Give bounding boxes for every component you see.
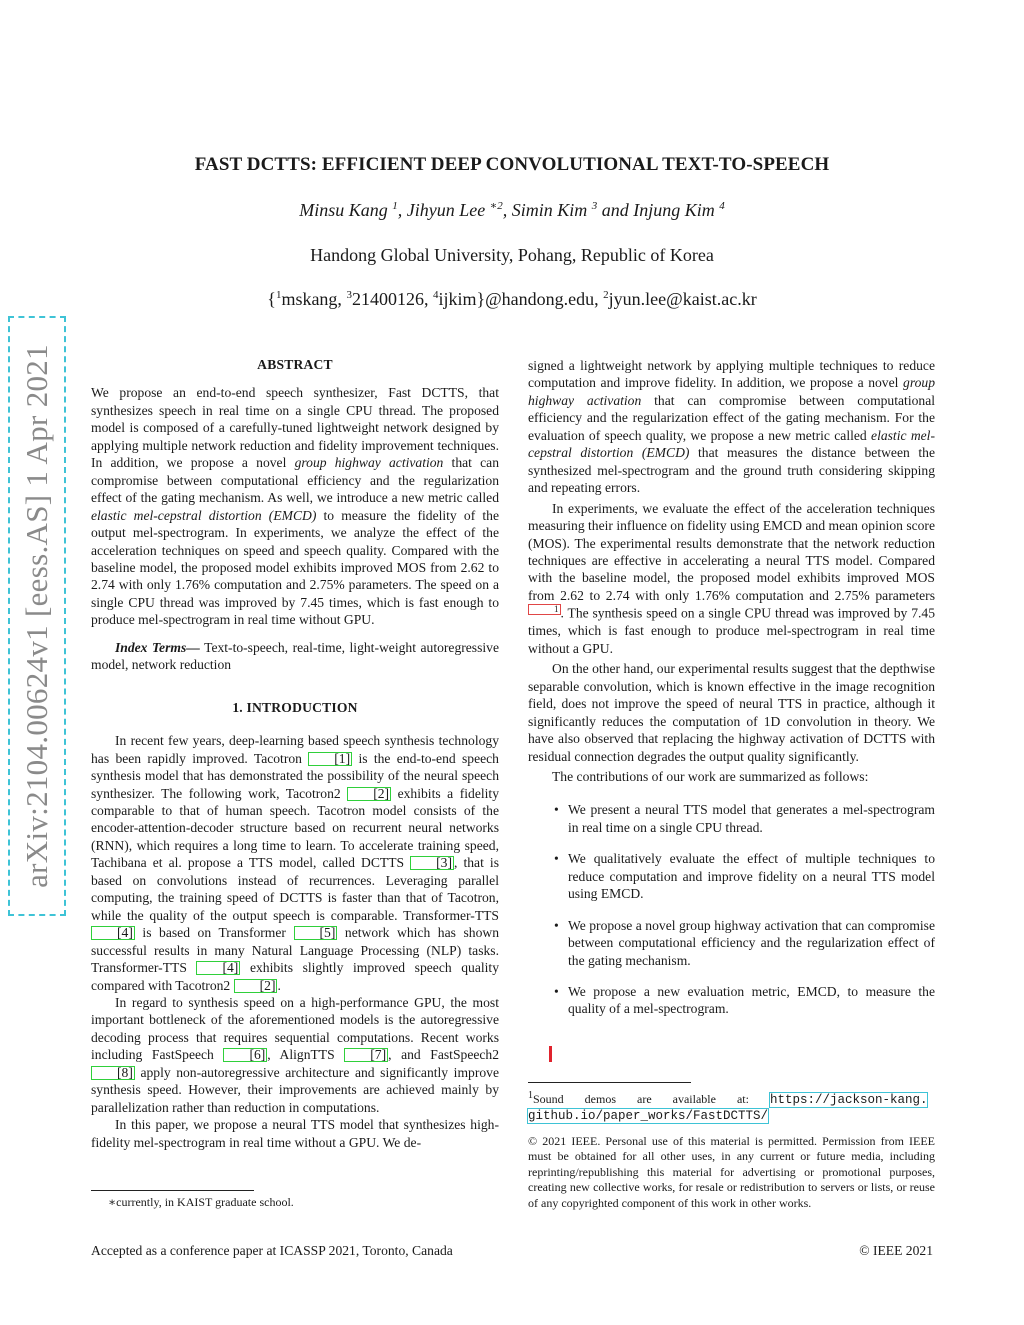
abstract-emphasis: group highway activation — [294, 455, 444, 471]
paper-title: FAST DCTTS: EFFICIENT DEEP CONVOLUTIONAL TEXT-TO-SPEECH — [194, 154, 830, 175]
text: is based on Transformer — [134, 925, 294, 941]
email-sup: 4 — [432, 289, 439, 301]
author-sup: 4 — [719, 200, 725, 212]
citation-link[interactable]: [6] — [223, 1048, 267, 1062]
list-item-text: We qualitatively evaluate the effect of multiple techniques to reduce computation and improve fidelity on a neural TTS model using EMCD. — [568, 851, 935, 902]
intro-heading: 1. INTRODUCTION — [232, 699, 358, 715]
text: In recent few years, deep-learning based speech synthesis technology has been rapidly improved. Tacotron — [91, 733, 499, 766]
intro-paragraph-2 — [91, 994, 499, 1116]
text: that can compromise between computational efficiency and the regularization effect of the gating mechanism. For the evaluation of speech quality, we propose a new metric called — [528, 392, 936, 443]
author-name: Injung Kim — [633, 200, 715, 220]
list-item-text: We propose a novel group highway activation that can compromise between computational efficiency and the regularization effect of the gating mechanism. — [568, 917, 935, 968]
bullet-icon: • — [554, 984, 559, 1000]
footnote-rule — [528, 1082, 691, 1083]
abstract-text — [91, 384, 499, 628]
citation-link[interactable]: [4] — [196, 961, 240, 975]
author-name: Minsu Kang — [299, 200, 388, 220]
arxiv-stamp[interactable] — [8, 316, 66, 916]
footnote-star: ∗currently, in KAIST graduate school. — [108, 1195, 294, 1209]
text: is the end-to-end speech synthesis model that has demonstrated the possibility of the neural speech synthesizer. The following work, Tacotron2 — [91, 750, 499, 801]
text-cursor — [549, 1046, 552, 1062]
footer-copyright: © IEEE 2021 — [859, 1243, 933, 1258]
contributions-list — [528, 801, 935, 1018]
text: In regard to synthesis speed on a high-performance GPU, the most important bottleneck of the aforementioned models is the autoregressive decoding process that requires sequential computations. Recent works including FastSpeech — [91, 994, 499, 1063]
citation-link[interactable]: [8] — [91, 1066, 135, 1080]
abstract-part: that can compromise between computational efficiency and the regularization effect of the gating mechanism. As well, we introduce a new metric called — [91, 455, 499, 506]
index-terms — [91, 639, 499, 674]
footnote-link[interactable]: 1 — [528, 604, 561, 615]
index-terms-text: Text-to-speech, real-time, light-weight autoregressive model, network reduction — [91, 639, 499, 673]
email-line — [0, 289, 1024, 310]
right-column — [528, 357, 935, 1032]
text: , and FastSpeech2 — [388, 1047, 500, 1063]
emphasis: elastic mel-cepstral distortion (EMCD) — [528, 427, 935, 461]
email-sup: 1 — [275, 289, 282, 301]
author-sup: 3 — [591, 200, 598, 212]
citation-link[interactable]: [2] — [347, 787, 391, 801]
arxiv-id: arXiv:2104.00624v1 [eess.AS] 1 Apr 2021 — [19, 344, 54, 888]
demo-url-link[interactable]: github.io/paper_works/FastDCTTS/ — [528, 1109, 769, 1124]
email-part: 21400126, — [351, 289, 433, 309]
footnote-rule — [91, 1190, 254, 1191]
list-item-text: We present a neural TTS model that generates a mel-spectrogram in real time on a single CPU thread. — [568, 802, 935, 835]
citation-link[interactable]: [7] — [344, 1048, 388, 1062]
citation-link[interactable]: [3] — [410, 856, 454, 870]
text: that measures the distance between the synthesized mel-spectrogram and the ground truth considering skipping and repeating errors. — [528, 445, 935, 496]
abstract-part: We propose an end-to-end speech synthesizer, Fast DCTTS, that synthesizes speech in real time on a single CPU thread. The proposed model is composed of a carefully-tuned lightweight network designed by applying multiple network reduction and fidelity improvement techniques. In addition, we propose a novel — [91, 385, 499, 471]
footnote-number: 1 — [528, 1090, 533, 1101]
abstract-heading: ABSTRACT — [257, 357, 333, 372]
text: exhibits a fidelity comparable to that of human speech. Tacotron model consists of the encoder-attention-decoder structure based on recurrent neural networks (RNN), which requires a long time to learn. To accelerate training speed, Tachibana et al. propose a TTS model, called DCTTS — [91, 785, 499, 871]
list-item — [528, 983, 935, 1018]
citation-link[interactable]: [4] — [91, 926, 135, 940]
footnote-1 — [528, 1088, 935, 1125]
left-column — [91, 356, 499, 1151]
author-sup: 1 — [392, 200, 398, 212]
author-name: Jihyun Lee — [406, 200, 486, 220]
author-list: Minsu Kang $^1$, Jihyun Lee $^{∗2}$, Simin Kim $^3$ and Injung Kim $^4$ — [299, 200, 725, 220]
text: . — [277, 977, 281, 993]
emphasis: group highway activation — [528, 375, 935, 408]
email-domain: }@handong.edu, — [476, 289, 604, 309]
citation-link[interactable]: [1] — [308, 752, 352, 766]
abstract-part: to measure the fidelity of the output mel-spectrogram. In experiments, we analyze the effect of the acceleration techniques on speed and speech quality. Compared with the baseline model, the proposed model exhibits improved MOS from 2.62 to 2.74 with only 1.76% computation and 2.75% parameters. The speed on a single CPU thread was improved by 7.45 times, which is fast enough to produce mel-spectrogram in real time without GPU. — [91, 507, 499, 628]
citation-link[interactable]: [2] — [234, 979, 278, 993]
text: . The synthesis speed on a single CPU thread was improved by 7.45 times, which is fast enough to produce mel-spectrogram in real time without a GPU. — [528, 605, 935, 656]
email-part: ijkim — [438, 289, 477, 309]
body-paragraph — [528, 500, 935, 658]
bullet-icon: • — [554, 851, 559, 867]
email-sup: 3 — [346, 289, 352, 301]
author-name: Simin Kim — [511, 200, 588, 220]
bullet-icon: • — [554, 917, 559, 933]
intro-paragraph-3: In this paper, we propose a neural TTS model that synthesizes high-fidelity mel-spectrogram in real time without a GPU. We de- — [91, 1117, 499, 1150]
list-item — [528, 850, 935, 902]
body-paragraph: On the other hand, our experimental results suggest that the depthwise separable convolution, which is known effective in the image recognition field, does not improve the speed of neural TTS in practice, although it significantly reduces the computation of 1D convolution in theory. We have also observed that replacing the highway activation of DCTTS with residual connection degrades the output quality significantly. — [528, 661, 935, 764]
list-item — [528, 917, 935, 969]
list-item — [528, 801, 935, 836]
text: In experiments, we evaluate the effect of the acceleration techniques measuring their influence on fidelity using EMCD and mean opinion score (MOS). The experimental results demonstrate that the network reduction techniques are effective in accelerating a neural TTS model. Compared with the baseline model, the proposed model exhibits improved MOS from 2.62 to 2.74 with only 1.76% computation and 2.75% parameters — [528, 500, 935, 603]
body-paragraph — [528, 357, 935, 497]
text: apply non-autoregressive architecture and significantly improve synthesis speed. However, their improvements are achieved mainly by parallelization rather than reduction in computations. — [91, 1064, 499, 1115]
text: , that is based on convolutions instead of recurrences. Leveraging parallel computing, the training speed of DCTTS is faster than that of Tacotron, while the quality of the output speech is comparable. Transformer-TTS — [91, 855, 499, 923]
email-part: mskang, — [281, 289, 347, 309]
list-item-text: We propose a new evaluation metric, EMCD, to measure the quality of a mel-spectrogram. — [568, 984, 935, 1017]
index-terms-label: Index Terms— — [115, 639, 200, 655]
email-brace: { — [267, 289, 276, 309]
text: network which has shown successful results in many Natural Language Processing (NLP) tasks. Transformer-TTS — [91, 925, 499, 976]
copyright-notice: © 2021 IEEE. Personal use of this material is permitted. Permission from IEEE must be obtained for all other uses, in any current or future media, including reprinting/republishing this material for advertising or promotional purposes, creating new collective works, for resale or redistribution to servers or lists, or reuse of any copyrighted component of this work in other works. — [528, 1134, 935, 1210]
text: , AlignTTS — [267, 1047, 345, 1063]
bullet-icon: • — [554, 802, 559, 818]
footer-venue: Accepted as a conference paper at ICASSP 2021, Toronto, Canada — [91, 1243, 453, 1258]
email-sup: 2 — [603, 289, 609, 301]
abstract-emphasis: elastic mel-cepstral distortion (EMCD) — [91, 507, 317, 523]
text: signed a lightweight network by applying multiple techniques to reduce computation and improve fidelity. In addition, we propose a novel — [528, 358, 935, 391]
intro-paragraph-1 — [91, 732, 499, 994]
email-part: jyun.lee@kaist.ac.kr — [608, 289, 757, 309]
affiliation: Handong Global University, Pohang, Republic of Korea — [310, 245, 714, 265]
author-sup: ∗2 — [489, 200, 503, 212]
citation-link[interactable]: [5] — [294, 926, 338, 940]
text: exhibits slightly improved speech quality compared with Tacotron2 — [91, 960, 499, 993]
footnote-text: Sound demos are available at: — [533, 1092, 770, 1106]
contributions-intro: The contributions of our work are summarized as follows: — [552, 768, 869, 784]
demo-url-link[interactable]: https://jackson-kang. — [769, 1093, 928, 1107]
